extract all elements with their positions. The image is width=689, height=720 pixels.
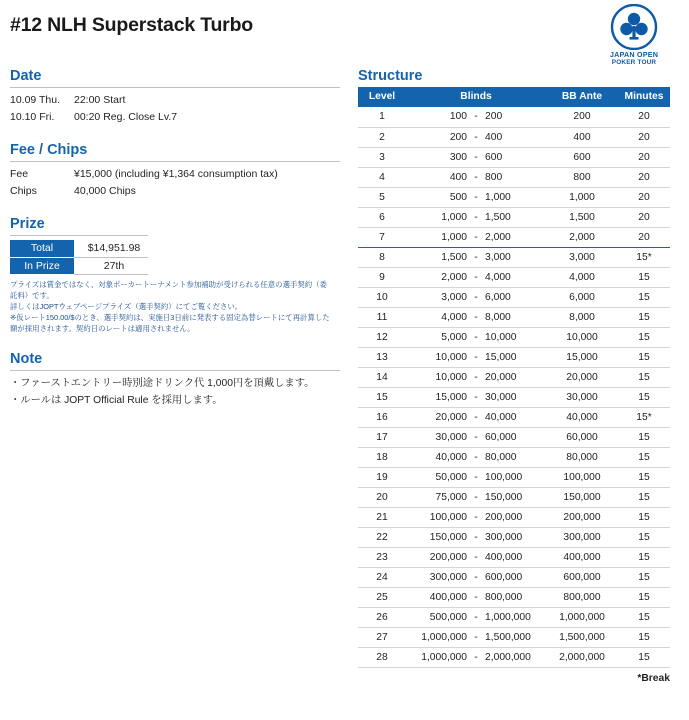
big-blind: 200: [485, 111, 503, 123]
table-row: [358, 627, 670, 647]
structure-table: [358, 87, 670, 668]
small-blind: 1,000,000: [421, 631, 467, 643]
date-value: 00:20 Reg. Close Lv.7: [74, 111, 178, 123]
small-blind: 30,000: [435, 431, 467, 443]
cell-level: 24: [358, 567, 406, 587]
blind-separator: -: [474, 131, 478, 143]
structure-heading: Structure: [358, 68, 423, 84]
cell-minutes: 15: [618, 467, 670, 487]
table-row: [358, 447, 670, 467]
cell-bb-ante: 2,000,000: [546, 647, 618, 667]
table-row: [358, 547, 670, 567]
small-blind: 15,000: [435, 391, 467, 403]
cell-bb-ante: 1,500,000: [546, 627, 618, 647]
table-row: [358, 207, 670, 227]
cell-minutes: 15: [618, 307, 670, 327]
cell-minutes: 15: [618, 607, 670, 627]
cell-minutes: 15: [618, 347, 670, 367]
cell-minutes: 15: [618, 447, 670, 467]
chips-row: [10, 183, 340, 199]
blind-separator: -: [474, 651, 478, 663]
prize-total-label: Total: [10, 240, 74, 257]
table-row: [358, 227, 670, 247]
column-header-minutes: Minutes: [618, 87, 670, 107]
cell-blinds: [406, 467, 546, 487]
cell-minutes: 15: [618, 647, 670, 667]
small-blind: 20,000: [435, 411, 467, 423]
big-blind: 20,000: [485, 371, 517, 383]
note-block: [10, 351, 340, 409]
blind-separator: -: [474, 151, 478, 163]
date-label: 10.09 Thu.: [10, 94, 61, 106]
cell-minutes: 15*: [618, 247, 670, 267]
cell-blinds: [406, 507, 546, 527]
big-blind: 15,000: [485, 351, 517, 363]
table-row: [358, 527, 670, 547]
blind-separator: -: [474, 211, 478, 223]
blind-separator: -: [474, 391, 478, 403]
small-blind: 1,000: [441, 231, 467, 243]
small-blind: 10,000: [435, 371, 467, 383]
left-column: [10, 68, 340, 426]
cell-level: 19: [358, 467, 406, 487]
cell-blinds: [406, 327, 546, 347]
cell-bb-ante: 400,000: [546, 547, 618, 567]
big-blind: 40,000: [485, 411, 517, 423]
small-blind: 300,000: [429, 571, 467, 583]
blind-separator: -: [474, 351, 478, 363]
blind-separator: -: [474, 171, 478, 183]
cell-level: 17: [358, 427, 406, 447]
cell-minutes: 15: [618, 427, 670, 447]
prize-heading: Prize: [10, 216, 45, 232]
small-blind: 5,000: [441, 331, 467, 343]
cell-bb-ante: 100,000: [546, 467, 618, 487]
cell-blinds: [406, 447, 546, 467]
table-row: [358, 647, 670, 667]
small-blind: 50,000: [435, 471, 467, 483]
cell-level: 11: [358, 307, 406, 327]
cell-minutes: 20: [618, 127, 670, 147]
cell-blinds: [406, 407, 546, 427]
cell-blinds: [406, 587, 546, 607]
cell-level: 9: [358, 267, 406, 287]
cell-bb-ante: 6,000: [546, 287, 618, 307]
blind-separator: -: [474, 491, 478, 503]
fee-heading: Fee / Chips: [10, 142, 88, 158]
blind-separator: -: [474, 631, 478, 643]
table-row: [10, 240, 148, 257]
small-blind: 1,500: [441, 251, 467, 263]
cell-level: 2: [358, 127, 406, 147]
blind-separator: -: [474, 231, 478, 243]
cell-minutes: 15: [618, 507, 670, 527]
big-blind: 150,000: [485, 491, 523, 503]
prize-fineprint: プライズは賞金ではなく、対象ポーカートーナメント参加補助が受けられる任意の選手契約（委託料）です。 詳しくはJOPTウェブページプライズ（選手契約）にてご覧ください。 ※仮レート150.00/$のとき、選手契約は、実施日3日前に発表する固定為替レートにて再計算した額が採用されます。契約日のレートは適用されません。: [10, 279, 330, 333]
small-blind: 10,000: [435, 351, 467, 363]
table-row: [358, 367, 670, 387]
table-row: [358, 307, 670, 327]
blind-separator: -: [474, 331, 478, 343]
cell-minutes: 15: [618, 527, 670, 547]
cell-minutes: 15: [618, 367, 670, 387]
prize-divider: [10, 235, 148, 236]
table-row: [10, 257, 148, 274]
small-blind: 1,000,000: [421, 651, 467, 663]
cell-blinds: [406, 127, 546, 147]
blind-separator: -: [474, 431, 478, 443]
club-logo-icon: [609, 4, 659, 50]
cell-blinds: [406, 607, 546, 627]
date-heading: Date: [10, 68, 42, 84]
table-row: [358, 487, 670, 507]
cell-level: 5: [358, 187, 406, 207]
cell-bb-ante: 1,000,000: [546, 607, 618, 627]
big-blind: 600,000: [485, 571, 523, 583]
cell-bb-ante: 150,000: [546, 487, 618, 507]
table-row: [358, 587, 670, 607]
big-blind: 800: [485, 171, 503, 183]
jopt-logo: [591, 4, 677, 68]
big-blind: 1,500: [485, 211, 511, 223]
big-blind: 2,000,000: [485, 651, 531, 663]
big-blind: 4,000: [485, 271, 511, 283]
small-blind: 40,000: [435, 451, 467, 463]
table-row: [358, 467, 670, 487]
fee-chips-block: [10, 142, 340, 199]
date-value: 22:00 Start: [74, 94, 126, 106]
list-item: ・ルールは JOPT Official Rule を採用します。: [10, 394, 223, 406]
cell-level: 6: [358, 207, 406, 227]
cell-blinds: [406, 287, 546, 307]
cell-bb-ante: 3,000: [546, 247, 618, 267]
cell-level: 18: [358, 447, 406, 467]
cell-level: 3: [358, 147, 406, 167]
cell-minutes: 15: [618, 387, 670, 407]
cell-level: 7: [358, 227, 406, 247]
fee-label: Fee: [10, 168, 29, 180]
column-header-bb-ante: BB Ante: [546, 87, 618, 107]
cell-level: 20: [358, 487, 406, 507]
table-row: [358, 507, 670, 527]
small-blind: 200,000: [429, 551, 467, 563]
cell-bb-ante: 8,000: [546, 307, 618, 327]
cell-level: 10: [358, 287, 406, 307]
prize-inprize-value: 27th: [74, 257, 148, 274]
cell-blinds: [406, 487, 546, 507]
small-blind: 100: [449, 111, 467, 123]
small-blind: 100,000: [429, 511, 467, 523]
column-header-blinds: Blinds: [406, 87, 546, 107]
column-header-level: Level: [358, 87, 406, 107]
date-label: 10.10 Fri.: [10, 111, 55, 123]
cell-blinds: [406, 167, 546, 187]
cell-bb-ante: 600: [546, 147, 618, 167]
big-blind: 600: [485, 151, 503, 163]
cell-minutes: 15: [618, 547, 670, 567]
blind-separator: -: [474, 271, 478, 283]
blind-separator: -: [474, 471, 478, 483]
big-blind: 6,000: [485, 291, 511, 303]
small-blind: 3,000: [441, 291, 467, 303]
fee-divider: [10, 161, 340, 162]
blind-separator: -: [474, 251, 478, 263]
cell-bb-ante: 40,000: [546, 407, 618, 427]
table-header-row: [358, 87, 670, 107]
cell-blinds: [406, 107, 546, 127]
table-row: [358, 347, 670, 367]
cell-blinds: [406, 147, 546, 167]
big-blind: 30,000: [485, 391, 517, 403]
blind-separator: -: [474, 411, 478, 423]
logo-line2: POKER TOUR: [611, 59, 657, 66]
big-blind: 2,000: [485, 231, 511, 243]
table-row: [358, 327, 670, 347]
list-item: ・ファーストエントリー時別途ドリンク代 1,000円を頂戴します。: [10, 377, 315, 389]
cell-level: 16: [358, 407, 406, 427]
fee-value: ¥15,000 (including ¥1,364 consumption tax): [74, 168, 278, 180]
table-row: [358, 287, 670, 307]
small-blind: 300: [449, 151, 467, 163]
cell-bb-ante: 1,500: [546, 207, 618, 227]
table-row: [358, 147, 670, 167]
cell-level: 21: [358, 507, 406, 527]
small-blind: 4,000: [441, 311, 467, 323]
big-blind: 300,000: [485, 531, 523, 543]
table-row: [358, 567, 670, 587]
cell-bb-ante: 20,000: [546, 367, 618, 387]
blind-separator: -: [474, 311, 478, 323]
big-blind: 200,000: [485, 511, 523, 523]
cell-blinds: [406, 347, 546, 367]
big-blind: 60,000: [485, 431, 517, 443]
cell-minutes: 15: [618, 267, 670, 287]
big-blind: 1,000,000: [485, 611, 531, 623]
cell-blinds: [406, 547, 546, 567]
cell-bb-ante: 30,000: [546, 387, 618, 407]
cell-minutes: 20: [618, 187, 670, 207]
table-row: [358, 127, 670, 147]
cell-minutes: 20: [618, 227, 670, 247]
big-blind: 100,000: [485, 471, 523, 483]
date-block: [10, 68, 340, 125]
cell-bb-ante: 800: [546, 167, 618, 187]
cell-blinds: [406, 307, 546, 327]
blind-separator: -: [474, 531, 478, 543]
cell-blinds: [406, 427, 546, 447]
cell-blinds: [406, 247, 546, 267]
cell-minutes: 15: [618, 587, 670, 607]
cell-minutes: 20: [618, 147, 670, 167]
note-heading: Note: [10, 350, 43, 367]
blind-separator: -: [474, 511, 478, 523]
cell-minutes: 15: [618, 487, 670, 507]
chips-label: Chips: [10, 185, 37, 197]
big-blind: 8,000: [485, 311, 511, 323]
cell-blinds: [406, 387, 546, 407]
cell-blinds: [406, 567, 546, 587]
small-blind: 75,000: [435, 491, 467, 503]
small-blind: 400: [449, 171, 467, 183]
cell-blinds: [406, 647, 546, 667]
cell-bb-ante: 200,000: [546, 507, 618, 527]
cell-level: 8: [358, 247, 406, 267]
big-blind: 3,000: [485, 251, 511, 263]
structure-table-body: [358, 107, 670, 667]
table-row: [358, 387, 670, 407]
cell-blinds: [406, 527, 546, 547]
big-blind: 800,000: [485, 591, 523, 603]
cell-blinds: [406, 367, 546, 387]
prize-block: [10, 216, 340, 334]
small-blind: 150,000: [429, 531, 467, 543]
cell-blinds: [406, 187, 546, 207]
table-row: [358, 107, 670, 127]
cell-bb-ante: 1,000: [546, 187, 618, 207]
break-note: *Break: [637, 672, 670, 684]
cell-minutes: 15*: [618, 407, 670, 427]
blind-separator: -: [474, 571, 478, 583]
cell-level: 15: [358, 387, 406, 407]
big-blind: 400: [485, 131, 503, 143]
date-row: [10, 92, 340, 108]
cell-minutes: 20: [618, 207, 670, 227]
table-row: [358, 187, 670, 207]
structure-column: [358, 68, 678, 684]
cell-blinds: [406, 227, 546, 247]
cell-level: 25: [358, 587, 406, 607]
table-row: [358, 427, 670, 447]
prize-table: [10, 240, 148, 275]
small-blind: 500: [449, 191, 467, 203]
big-blind: 1,000: [485, 191, 511, 203]
cell-level: 1: [358, 107, 406, 127]
blind-separator: -: [474, 371, 478, 383]
cell-level: 27: [358, 627, 406, 647]
note-list: [10, 375, 340, 409]
cell-level: 28: [358, 647, 406, 667]
big-blind: 400,000: [485, 551, 523, 563]
prize-inprize-label: In Prize: [10, 257, 74, 274]
cell-bb-ante: 2,000: [546, 227, 618, 247]
fee-row: [10, 166, 340, 182]
table-row: [358, 247, 670, 267]
cell-bb-ante: 60,000: [546, 427, 618, 447]
cell-level: 26: [358, 607, 406, 627]
cell-level: 22: [358, 527, 406, 547]
big-blind: 10,000: [485, 331, 517, 343]
note-divider: [10, 370, 340, 371]
cell-minutes: 20: [618, 107, 670, 127]
small-blind: 1,000: [441, 211, 467, 223]
cell-bb-ante: 15,000: [546, 347, 618, 367]
blind-separator: -: [474, 551, 478, 563]
table-row: [358, 407, 670, 427]
cell-minutes: 15: [618, 287, 670, 307]
cell-blinds: [406, 207, 546, 227]
big-blind: 1,500,000: [485, 631, 531, 643]
small-blind: 400,000: [429, 591, 467, 603]
cell-bb-ante: 80,000: [546, 447, 618, 467]
blind-separator: -: [474, 191, 478, 203]
blind-separator: -: [474, 591, 478, 603]
blind-separator: -: [474, 611, 478, 623]
cell-bb-ante: 300,000: [546, 527, 618, 547]
table-row: [358, 607, 670, 627]
cell-minutes: 15: [618, 627, 670, 647]
chips-value: 40,000 Chips: [74, 185, 136, 197]
cell-bb-ante: 800,000: [546, 587, 618, 607]
cell-blinds: [406, 627, 546, 647]
small-blind: 200: [449, 131, 467, 143]
blind-separator: -: [474, 111, 478, 123]
small-blind: 500,000: [429, 611, 467, 623]
blind-separator: -: [474, 291, 478, 303]
date-divider: [10, 87, 340, 88]
cell-bb-ante: 600,000: [546, 567, 618, 587]
cell-bb-ante: 4,000: [546, 267, 618, 287]
cell-minutes: 15: [618, 327, 670, 347]
cell-bb-ante: 400: [546, 127, 618, 147]
cell-level: 13: [358, 347, 406, 367]
cell-level: 12: [358, 327, 406, 347]
big-blind: 80,000: [485, 451, 517, 463]
date-row: [10, 109, 340, 125]
cell-minutes: 15: [618, 567, 670, 587]
page-title: #12 NLH Superstack Turbo: [10, 14, 253, 36]
cell-bb-ante: 10,000: [546, 327, 618, 347]
table-row: [358, 167, 670, 187]
cell-bb-ante: 200: [546, 107, 618, 127]
small-blind: 2,000: [441, 271, 467, 283]
cell-level: 4: [358, 167, 406, 187]
table-row: [358, 267, 670, 287]
blind-separator: -: [474, 451, 478, 463]
cell-blinds: [406, 267, 546, 287]
cell-minutes: 20: [618, 167, 670, 187]
cell-level: 23: [358, 547, 406, 567]
cell-level: 14: [358, 367, 406, 387]
prize-total-value: $14,951.98: [74, 240, 148, 257]
logo-line1: JAPAN OPEN: [609, 50, 659, 59]
